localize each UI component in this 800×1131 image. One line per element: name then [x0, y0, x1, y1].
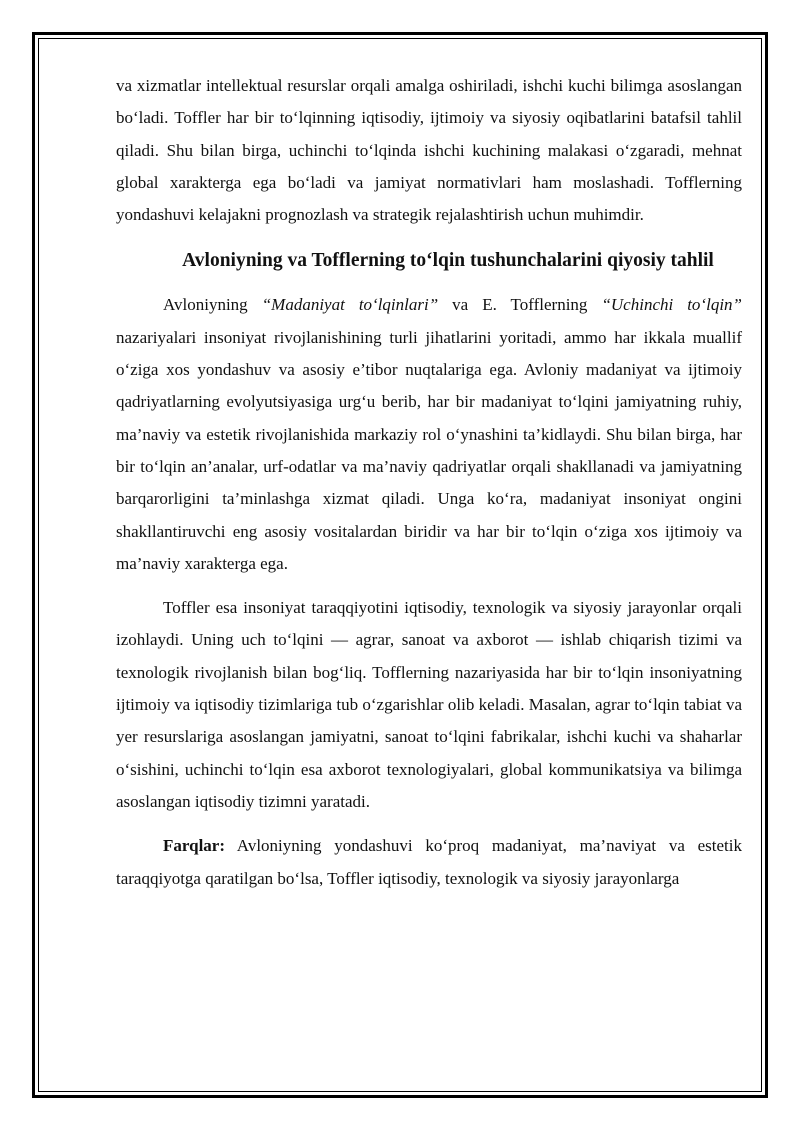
italic-title-avloniy: “Madaniyat to‘lqinlari”: [261, 295, 439, 315]
paragraph-text: Avloniyning: [163, 295, 262, 315]
paragraph-comparison-intro: [116, 289, 742, 580]
document-body: [116, 70, 742, 895]
differences-label: Farqlar:: [163, 836, 226, 856]
paragraph-text: va E. Tofflerning: [438, 295, 602, 315]
paragraph-differences: [116, 830, 742, 895]
intro-paragraph: va xizmatlar intellektual resurslar orqali amalga oshiriladi, ishchi kuchi bilimga asoslangan bo‘ladi. Toffler har bir to‘lqinning iqtisodiy, ijtimoiy va siyosiy oqibatlarini batafsil tahlil qiladi. Shu bilan birga, uchinchi to‘lqinda ishchi kuchining malakasi o‘zgaradi, mehnat global xarakterga ega bo‘ladi va jamiyat normativlari ham moslashadi. Tofflerning yondashuvi kelajakni prognozlash va strategik rejalashtirish uchun muhimdir.: [116, 76, 742, 225]
paragraph-toffler: Toffler esa insoniyat taraqqiyotini iqtisodiy, texnologik va siyosiy jarayonlar orqali izohlaydi. Uning uch to‘lqini — agrar, sanoat va axborot — ishlab chiqarish tizimi va texnologik rivojlanish bilan bog‘liq. Tofflerning nazariyasida har bir to‘lqin insoniyatning ijtimoiy va iqtisodiy tizimlariga tub o‘zgarishlar olib keladi. Masalan, agrar to‘lqin tabiat va yer resurslariga asoslangan jamiyatni, sanoat to‘lqini fabrikalar, ishchi kuchi va shaharlar o‘sishini, uchinchi to‘lqin esa axborot texnologiyalari, global kommunikatsiya va bilimga asoslangan iqtisodiy tizimni yaratadi.: [116, 598, 742, 811]
section-heading: Avloniyning va Tofflerning to‘lqin tushunchalarini qiyosiy tahlil: [182, 250, 714, 272]
paragraph-text: Avloniyning yondashuvi ko‘proq madaniyat, ma’naviyat va estetik taraqqiyotga qaratilgan bo‘lsa, Toffler iqtisodiy, texnologik va siyosiy jarayonlarga: [116, 836, 742, 888]
paragraph-text: nazariyalari insoniyat rivojlanishining turli jihatlarini yoritadi, ammo har ikkala muallif o‘ziga xos yondashuv va asosiy e’tibor nuqtalariga ega. Avloniy madaniyat va ijtimoiy qadriyatlarning evolyutsiyasiga urg‘u berib, har bir madaniyat to‘lqini jamiyatning ruhiy, ma’naviy va estetik rivojlanishida markaziy rol o‘ynashini ta’kidlaydi. Shu bilan birga, har bir to‘lqin an’analar, urf-odatlar va ma’naviy qadriyatlar orqali shakllanadi va jamiyatning barqarorligini ta’minlashga xizmat qiladi. Unga ko‘ra, madaniyat insoniyat ongini shakllantiruvchi eng asosiy vositalardan biridir va har bir to‘lqin o‘ziga xos ijtimoiy va ma’naviy xarakterga ega.: [116, 327, 742, 573]
italic-title-toffler: “Uchinchi to‘lqin”: [601, 295, 742, 315]
